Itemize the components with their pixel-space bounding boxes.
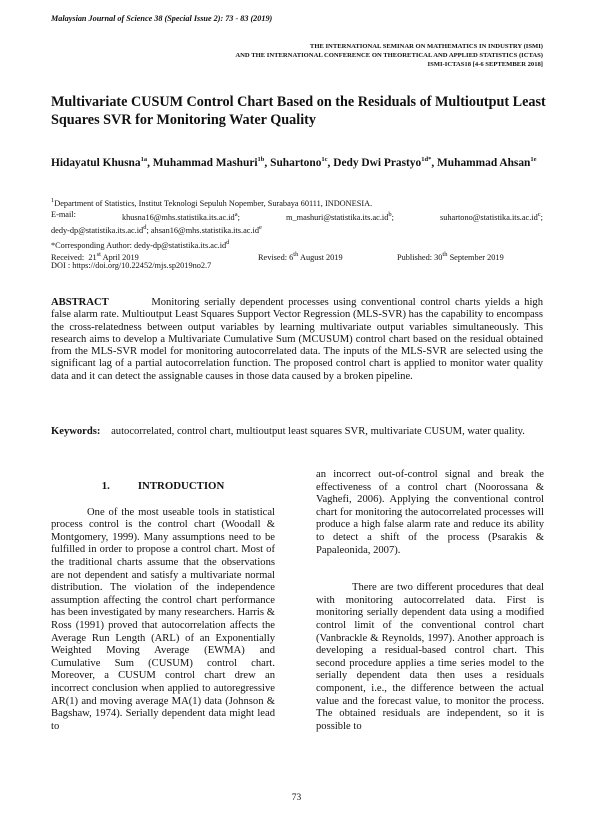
email-mark: e <box>258 224 262 232</box>
dates-block <box>51 249 543 271</box>
author-affil-mark: 1d* <box>421 156 432 163</box>
email-address: ahsan16@mhs.statistika.its.ac.id <box>150 226 259 236</box>
doi-line[interactable]: DOI : https://doi.org/10.22452/mjs.sp2019no2.7 <box>51 261 212 271</box>
author-name: Dedy Dwi Prastyo <box>333 156 422 169</box>
section-title: INTRODUCTION <box>137 480 225 492</box>
received-day: 21 <box>88 252 97 262</box>
department-text: Department of Statistics, Institut Teknologi Sepuluh Nopember, Surabaya 60111, INDONESIA. <box>54 198 373 208</box>
published-day-suffix: th <box>442 251 448 258</box>
corresponding-text: *Corresponding Author: dedy-dp@statistika.its.ac.id <box>51 240 227 250</box>
email-link[interactable]: $suhartono@statistika.its.ac.id^c$; <box>440 210 543 222</box>
dates-row <box>51 249 543 260</box>
affiliation-block <box>51 195 543 250</box>
corresponding-mark: d <box>226 238 230 246</box>
journal-citation: Malaysian Journal of Science 38 (Special Issue 2): 73 - 83 (2019) <box>51 14 273 23</box>
email-row-2 <box>51 223 543 237</box>
keywords-text: autocorrelated, control chart, multioutput least squares SVR, multivariate CUSUM, water quality. <box>111 426 525 437</box>
author-separator: , <box>147 156 153 169</box>
author-name: Muhammad Mashuri <box>152 156 258 169</box>
email-mark: c <box>537 210 541 218</box>
conference-header <box>123 42 543 69</box>
published-month-year: September 2019 <box>449 252 504 262</box>
email-mark: b <box>388 210 392 218</box>
author-name: Suhartono <box>270 156 322 169</box>
email-address: suhartono@statistika.its.ac.id <box>440 212 538 222</box>
email-link[interactable] <box>151 226 262 235</box>
paper-title: Multivariate CUSUM Control Chart Based on the Residuals of Multioutput Least Squares SVR for Monitoring Water Quality <box>51 94 546 128</box>
email-mark: a <box>234 210 238 218</box>
abstract-heading: ABSTRACT <box>51 297 109 308</box>
section-number: 1. <box>101 480 110 492</box>
keywords-section <box>51 426 543 438</box>
conference-line-2: AND THE INTERNATIONAL CONFERENCE ON THEORETICAL AND APPLIED STATISTICS (ICTAS) <box>235 52 543 59</box>
email-row <box>51 209 543 223</box>
author-affil-mark: 1a <box>140 156 148 163</box>
email-link[interactable]: $m\_mashuri@statistika.its.ac.id^b$; <box>286 210 394 222</box>
email-mark: d <box>143 224 147 232</box>
author-affil-mark: 1c <box>321 156 328 163</box>
author-name: Hidayatul Khusna <box>51 156 141 169</box>
author-affil-mark: 1b <box>257 156 265 163</box>
email-link[interactable]: $khusna16@mhs.statistika.its.ac.id^a$; <box>121 210 240 222</box>
author-list <box>51 152 543 171</box>
received-month-year: April 2019 <box>102 252 139 262</box>
conference-line-3: ISMI-ICTAS18 [4-6 SEPTEMBER 2018] <box>427 61 543 68</box>
revised-day: 6 <box>289 252 294 262</box>
conference-line-1: THE INTERNATIONAL SEMINAR ON MATHEMATICS IN INDUSTRY (ISMI) <box>309 43 543 50</box>
abstract-text: Monitoring serially dependent processes using conventional control charts yields a high false alarm rate. Multioutput Least Squares Support Vector Regression (MLS-SVR) has the capability to encompass the cross-relatedness between output variables by learning multivariate output variables simultaneously. This research aims to develop a Multivariate Cumulative Sum (MCUSUM) control chart based on the residual obtained from the MLS-SVR model for monitoring autocorrelated data. The inputs of the MLS-SVR are selected using the significant lag of a partial autocorrelation function. The proposed control chart is applied to monitor water quality data and it can detect the assignable causes in those data caused by a broken pipeline. <box>51 297 544 382</box>
published-day: 30 <box>434 252 443 262</box>
email-address: m_mashuri@statistika.its.ac.id <box>286 212 389 222</box>
revised-label: Revised: <box>258 252 288 262</box>
keywords-heading: Keywords: <box>51 426 101 437</box>
abstract-section <box>51 297 543 383</box>
department-line <box>51 195 543 209</box>
author-name: Muhammad Ahsan <box>437 156 531 169</box>
affil-mark: 1 <box>51 197 55 204</box>
received-label: Received: <box>51 252 85 262</box>
body-paragraph: There are two different procedures that deal with monitoring autocorrelated data. First is monitoring serially dependent data using a modified control limit of the conventional control chart (Vanbrackle & Reynolds, 1997). Another approach is developing a residual-based control chart. This second procedure applies a time series model to the serially dependent data then uses a residuals component, i.e., the difference between the actual value and the forecast value, to monitor the process. The obtained residuals are independent, so it is possible to <box>316 582 544 732</box>
author-separator: , <box>264 156 271 169</box>
email-label: E-mail: <box>51 209 76 219</box>
email-address: dedy-dp@statistika.its.ac.id <box>51 226 144 236</box>
author-separator: , <box>327 156 334 169</box>
body-paragraph: an incorrect out-of-control signal and break the effectiveness of a control chart (Noorossana & Vaghefi, 2006). Applying the conventional control chart for monitoring the autocorrelated processes will produce a high false alarm rate and reduce its ability to detect a shift of the process (Psarakis & Papaleonida, 2007). <box>316 469 544 556</box>
author-separator: , <box>431 156 438 169</box>
body-column-right <box>316 469 544 733</box>
body-paragraph: One of the most useable tools in statistical process control is the control chart (Woodall & Montgomery, 1999). Many assumptions need to be fulfilled in order to propose a control chart. Most of the traditional charts assume that the observations are not dependent and satisfy a multivariate normal distribution. The violation of the independence assumption affecting the control chart performance has been investigated by many researchers. Harris & Ross (1991) proved that autocorrelation affects the Average Run Length (ARL) of an Exponentially Weighted Moving Average (EWMA) and Cumulative Sum (CUSUM) control chart. Moreover, a CUSUM control chart drew an incorrect conclusion when applied to autoregressive AR(1) and moving average MA(1) data (Johnson & Bagshaw, 1974). Serially dependent data might lead to <box>51 506 275 732</box>
author-affil-mark: 1e <box>530 156 537 163</box>
section-heading <box>51 480 275 493</box>
received-day-suffix: st <box>96 251 101 258</box>
page-number: 73 <box>291 793 302 803</box>
email-link[interactable]: dedy-$dp@statistika.its.ac.id^d$; <box>51 224 149 236</box>
body-column-left <box>51 468 275 733</box>
email-address: khusna16@mhs.statistika.its.ac.id <box>121 212 235 222</box>
published-label: Published: <box>397 252 433 262</box>
revised-month-year: August 2019 <box>299 252 343 262</box>
revised-day-suffix: th <box>293 251 299 258</box>
